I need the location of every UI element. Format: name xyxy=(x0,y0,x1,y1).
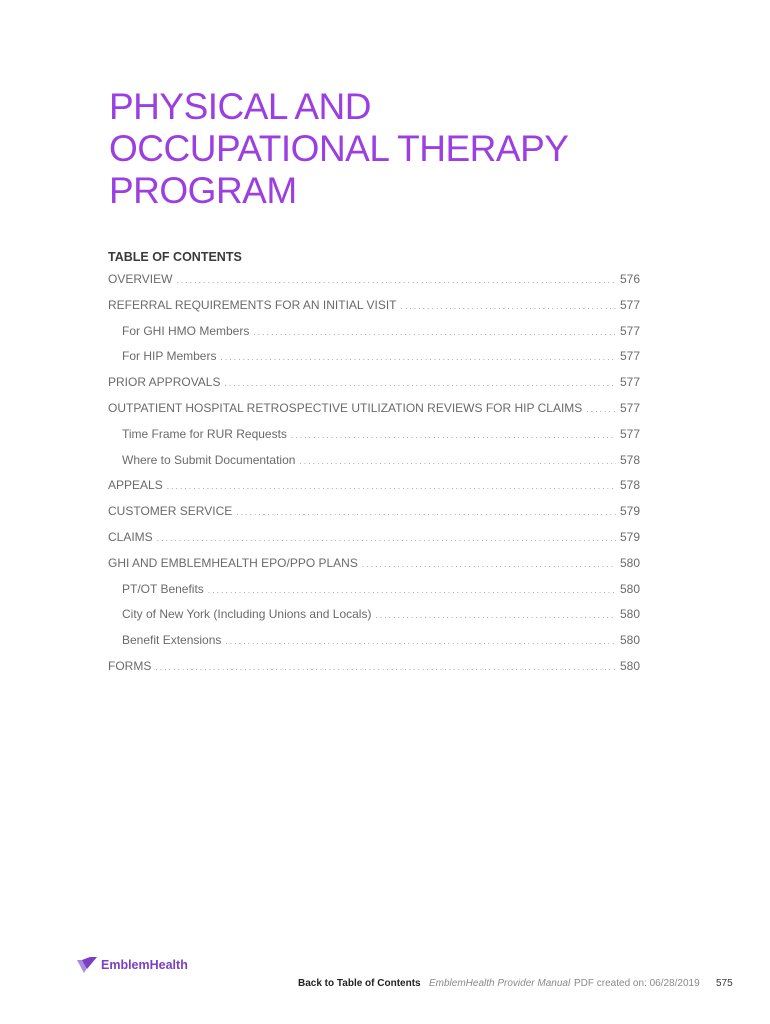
toc-leader-dots xyxy=(291,425,616,445)
toc-page-number: 577 xyxy=(619,297,640,312)
toc-leader-dots xyxy=(157,528,616,548)
toc-label: APPEALS xyxy=(108,478,163,493)
toc-link-rur-time-frame[interactable] xyxy=(108,425,640,451)
toc-page-number: 577 xyxy=(619,426,640,441)
toc-label: Time Frame for RUR Requests xyxy=(122,426,287,441)
toc-link-hip-members[interactable] xyxy=(108,347,640,373)
toc-link-epo-ppo-plans[interactable] xyxy=(108,554,640,580)
back-to-toc-link[interactable]: Back to Table of Contents xyxy=(298,978,421,989)
toc-page-number: 580 xyxy=(619,607,640,622)
toc-leader-dots xyxy=(208,580,616,600)
page-footer xyxy=(0,950,770,1000)
toc-link-submit-documentation[interactable] xyxy=(108,451,640,477)
pdf-created-date: PDF created on: 06/28/2019 xyxy=(574,978,700,989)
toc-leader-dots xyxy=(224,373,615,393)
toc-label: For GHI HMO Members xyxy=(122,323,250,338)
toc-label: City of New York (Including Unions and Locals) xyxy=(122,607,372,622)
table-of-contents xyxy=(108,270,640,683)
manual-name: EmblemHealth Provider Manual xyxy=(429,978,571,989)
toc-page-number: 580 xyxy=(619,581,640,596)
page-title xyxy=(109,86,669,212)
toc-page-number: 577 xyxy=(619,400,640,415)
toc-link-customer-service[interactable] xyxy=(108,502,640,528)
toc-page-number: 578 xyxy=(619,478,640,493)
emblemhealth-logo xyxy=(76,956,188,974)
toc-page-number: 580 xyxy=(619,633,640,648)
toc-leader-dots xyxy=(225,631,616,651)
toc-label: For HIP Members xyxy=(122,349,217,364)
toc-leader-dots xyxy=(401,296,616,316)
toc-leader-dots xyxy=(236,502,616,522)
toc-leader-dots xyxy=(375,605,616,625)
toc-leader-dots xyxy=(220,347,616,367)
title-line-1: PHYSICAL AND xyxy=(109,86,371,127)
toc-link-ghi-hmo-members[interactable] xyxy=(108,322,640,348)
toc-label: FORMS xyxy=(108,658,152,673)
toc-page-number: 578 xyxy=(619,452,640,467)
title-line-2: OCCUPATIONAL THERAPY xyxy=(109,128,569,169)
toc-page-number: 577 xyxy=(619,323,640,338)
toc-leader-dots xyxy=(176,270,616,290)
toc-label: GHI AND EMBLEMHEALTH EPO/PPO PLANS xyxy=(108,555,358,570)
toc-leader-dots xyxy=(167,476,616,496)
toc-link-appeals[interactable] xyxy=(108,476,640,502)
toc-page-number: 579 xyxy=(619,529,640,544)
toc-page-number: 576 xyxy=(619,272,640,286)
title-line-3: PROGRAM xyxy=(109,170,297,211)
toc-link-benefit-extensions[interactable] xyxy=(108,631,640,657)
emblem-logo-icon xyxy=(76,956,98,974)
toc-link-pt-ot-benefits[interactable] xyxy=(108,580,640,606)
toc-label: REFERRAL REQUIREMENTS FOR AN INITIAL VISIT xyxy=(108,297,397,312)
toc-label: OUTPATIENT HOSPITAL RETROSPECTIVE UTILIZATION REVIEWS FOR HIP CLAIMS xyxy=(108,400,583,415)
toc-leader-dots xyxy=(155,657,616,677)
toc-link-referral-requirements[interactable] xyxy=(108,296,640,322)
toc-link-claims[interactable] xyxy=(108,528,640,554)
toc-link-forms[interactable] xyxy=(108,657,640,683)
toc-link-prior-approvals[interactable] xyxy=(108,373,640,399)
page-number: 575 xyxy=(716,978,733,989)
toc-page-number: 577 xyxy=(619,349,640,364)
toc-page-number: 579 xyxy=(619,504,640,519)
toc-page-number: 577 xyxy=(619,375,640,390)
toc-link-overview[interactable] xyxy=(108,270,640,296)
toc-label: PRIOR APPROVALS xyxy=(108,375,221,390)
toc-label: PT/OT Benefits xyxy=(122,581,204,596)
toc-leader-dots xyxy=(299,451,616,471)
toc-page-number: 580 xyxy=(619,658,640,673)
toc-label: CUSTOMER SERVICE xyxy=(108,504,233,519)
toc-label: OVERVIEW xyxy=(108,272,173,286)
toc-heading: TABLE OF CONTENTS xyxy=(108,250,242,264)
toc-leader-dots xyxy=(253,322,616,342)
toc-link-city-of-new-york[interactable] xyxy=(108,605,640,631)
toc-link-outpatient-rur[interactable] xyxy=(108,399,640,425)
toc-page-number: 580 xyxy=(619,555,640,570)
toc-label: Benefit Extensions xyxy=(122,633,222,648)
toc-leader-dots xyxy=(362,554,616,574)
toc-label: Where to Submit Documentation xyxy=(122,452,296,467)
toc-leader-dots xyxy=(586,399,616,419)
toc-label: CLAIMS xyxy=(108,529,153,544)
logo-wordmark: EmblemHealth xyxy=(101,958,188,972)
